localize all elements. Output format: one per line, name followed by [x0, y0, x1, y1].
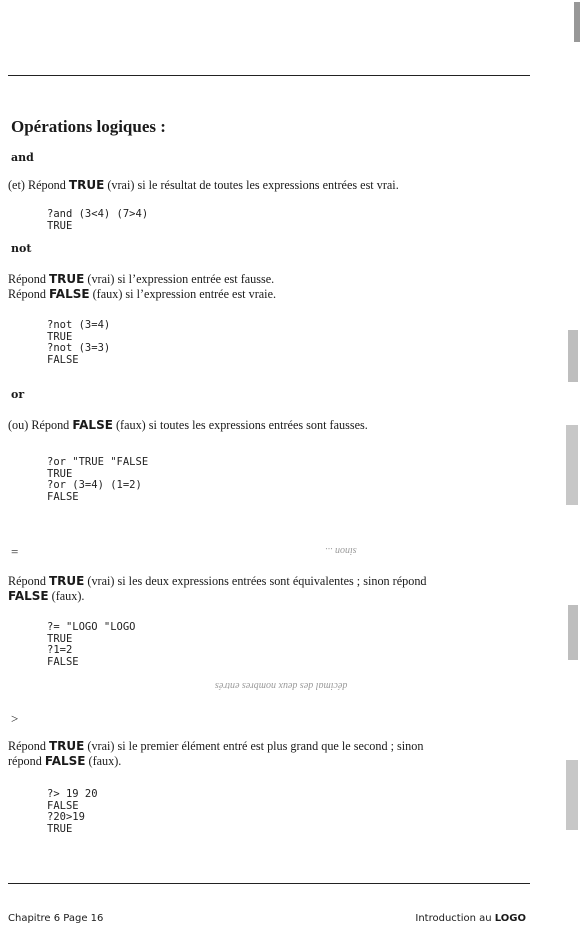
code-example-not: ?not (3=4) TRUE ?not (3=3) FALSE — [47, 319, 111, 366]
description-not: Répond TRUE (vrai) si l’expression entrée est fausse. Répond FALSE (faux) si l’expression entrée est vraie. — [8, 272, 277, 301]
code-example-or: ?or "TRUE "FALSE TRUE ?or (3=4) (1=2) FALSE — [47, 456, 149, 503]
scan-mark — [568, 330, 578, 382]
keyword-and: and — [11, 151, 34, 164]
code-example-greater-than: ?> 19 20 FALSE ?20>19 TRUE — [47, 788, 98, 835]
scan-mark — [568, 605, 578, 660]
top-rule — [8, 75, 530, 76]
scan-mark — [574, 2, 580, 42]
description-equals: Répond TRUE (vrai) si les deux expressions entrées sont équivalentes ; sinon répond FALSE (faux). — [8, 574, 427, 603]
keyword-greater-than: > — [11, 711, 19, 726]
keyword-or: or — [11, 388, 25, 401]
code-example-and: ?and (3<4) (7>4) TRUE — [47, 208, 149, 232]
description-or: (ou) Répond FALSE (faux) si toutes les expressions entrées sont fausses. — [8, 418, 368, 432]
section-title: Opérations logiques : — [11, 117, 166, 136]
description-greater-than: Répond TRUE (vrai) si le premier élément entré est plus grand que le second ; sinon répond FALSE (faux). — [8, 739, 424, 768]
bottom-rule — [8, 883, 530, 884]
keyword-equals: = — [11, 544, 19, 559]
scan-mark — [566, 425, 578, 505]
show-through-text: sinon ... — [325, 545, 357, 556]
code-example-equals: ?= "LOGO "LOGO TRUE ?1=2 FALSE — [47, 621, 136, 668]
scan-mark — [566, 760, 578, 830]
footer-page-number: Chapitre 6 Page 16 — [8, 913, 104, 924]
description-and: (et) Répond TRUE (vrai) si le résultat de toutes les expressions entrées est vrai. — [8, 178, 399, 192]
footer-book-title: Introduction au LOGO — [415, 913, 526, 924]
keyword-not: not — [11, 242, 32, 255]
show-through-text: décimal des deux nombres entrés — [215, 680, 348, 691]
